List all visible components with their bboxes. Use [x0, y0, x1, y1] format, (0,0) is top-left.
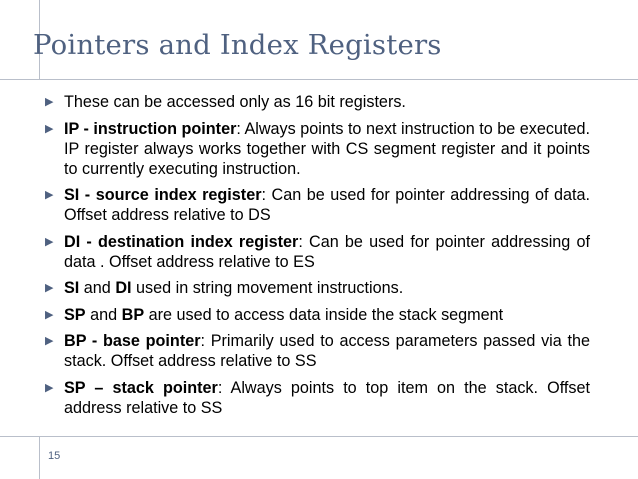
slide-title: Pointers and Index Registers [33, 29, 442, 61]
bullet-list [44, 92, 590, 424]
bullet-item [44, 378, 590, 418]
left-accent-line-bottom [39, 436, 40, 479]
bullet-term: DI - destination index register [64, 232, 299, 251]
triangle-bullet-icon: ▶ [45, 308, 54, 321]
bullet-text: : Can be used for pointer addressing of data. Offset address relative to DS [64, 186, 591, 224]
bullet-term: BP [121, 305, 145, 324]
bullet-term: BP - base pointer [64, 332, 201, 350]
bullet-text: : Primarily used to access parameters passed via the stack. Offset address relative to SS [64, 332, 591, 370]
page-number: 15 [48, 450, 61, 462]
bullet-text: used in string movement instructions. [131, 279, 404, 297]
triangle-bullet-icon: ▶ [45, 189, 54, 201]
footer-divider [0, 436, 638, 437]
bullet-item [44, 185, 590, 225]
bullet-text: These can be accessed only as 16 bit registers. [64, 93, 406, 111]
triangle-bullet-icon: ▶ [45, 96, 54, 108]
bullet-connector: and [79, 279, 116, 297]
bullet-term: SP [64, 305, 86, 324]
triangle-bullet-icon: ▶ [45, 235, 54, 248]
bullet-connector: and [85, 305, 122, 324]
bullet-text: are used to access data inside the stack segment [144, 305, 504, 324]
bullet-text: : Always points to next instruction to be executed. IP register always works together with CS segment register and it points to currently executing instruction. [64, 119, 591, 178]
bullet-text: : Can be used for pointer addressing of data . Offset address relative to ES [64, 232, 590, 271]
bullet-item [44, 232, 590, 272]
bullet-term: SI - source index register [64, 186, 262, 204]
bullet-term: DI [115, 279, 132, 297]
bullet-text: : Always points to top item on the stack. Offset address relative to SS [64, 378, 590, 417]
bullet-term: SP – stack pointer [64, 378, 218, 397]
bullet-item [44, 92, 590, 112]
bullet-item [44, 119, 590, 179]
triangle-bullet-icon: ▶ [45, 282, 54, 294]
triangle-bullet-icon: ▶ [45, 335, 54, 347]
triangle-bullet-icon: ▶ [45, 122, 54, 135]
bullet-item [44, 305, 590, 325]
bullet-item [44, 331, 590, 371]
triangle-bullet-icon: ▶ [45, 381, 54, 394]
title-divider [0, 79, 638, 80]
bullet-term: IP - instruction pointer [64, 119, 237, 138]
bullet-item [44, 278, 590, 298]
bullet-term: SI [64, 279, 80, 297]
